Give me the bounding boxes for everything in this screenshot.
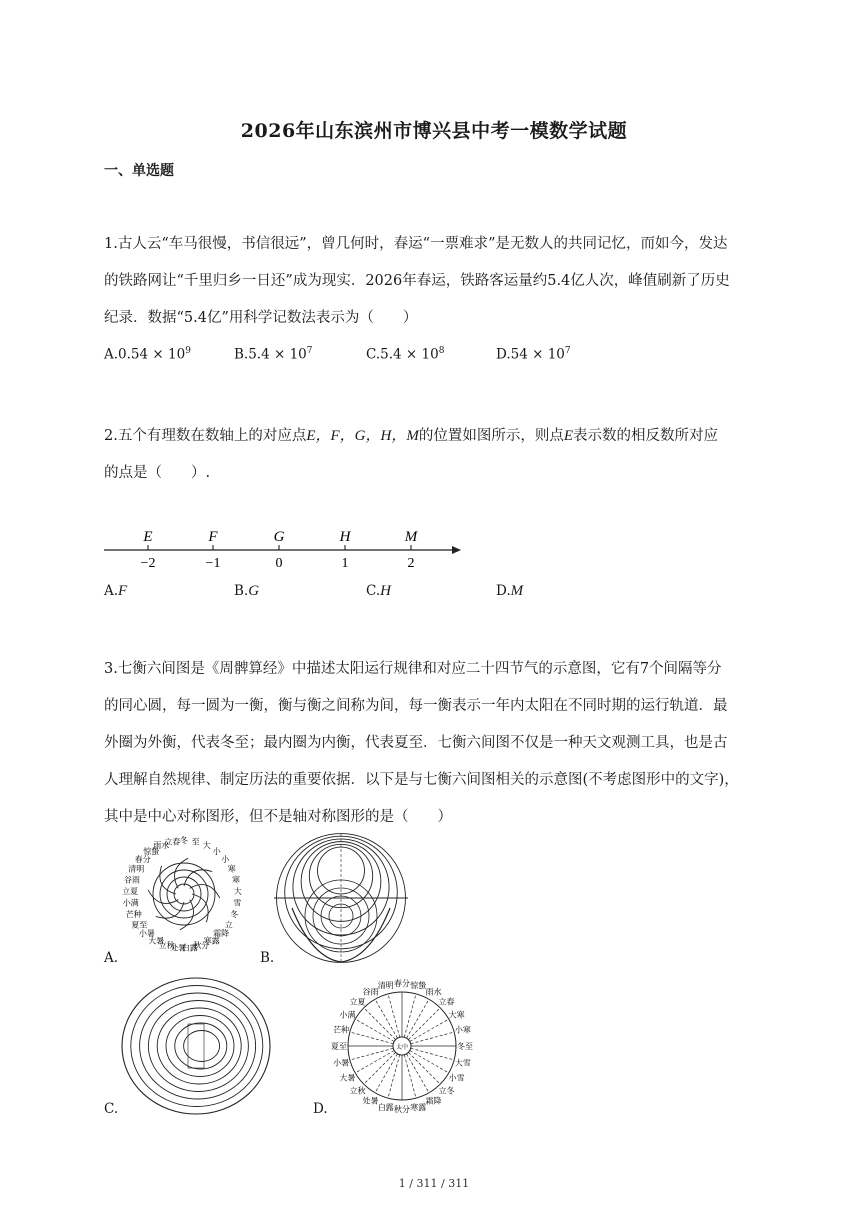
q3-line-4: 人理解自然规律、制定历法的重要依据．以下是与七衡六间图相关的示意图(不考虑图形中的文字)， [104,772,739,788]
axis-point-label: F [208,529,218,545]
wheel-spoke [408,1008,440,1040]
solar-term-label: 清明 [377,981,394,991]
solar-term-label: 立秋 [158,941,175,951]
solar-term-label: 霜降 [425,1096,442,1106]
wheel-spoke [350,1048,394,1060]
axis-point-label: G [273,529,285,545]
option-exponent: 8 [438,346,445,356]
q2-line-1 [104,418,784,455]
solar-term-label: 寒 [227,864,236,874]
figure-b-offset-circles-diagram [272,830,410,966]
number-line-arrow [452,546,461,554]
axis-tick-label: −1 [205,556,221,571]
q3-line-1: 3.七衡六间图是《周髀算经》中描述太阳运行规律和对应二十四节气的示意图，它有7个间隔等分 [104,661,722,677]
question-2-text [104,418,784,492]
solar-term-label: 小满 [122,898,139,908]
q1-line-3: 纪录．数据“5.4亿”用科学记数法表示为（ ） [104,310,418,326]
option-letter: D. [496,583,511,599]
q3-option-d[interactable]: D. [313,1101,328,1117]
figure-d-solar-terms-wheel [330,972,486,1120]
axis-point-label: E [143,529,153,545]
figure-c-concentric-ellipses-diagram [116,975,276,1117]
q1-line-1: 1.古人云“车马很慢，书信很远”，曾几何时，春运“一票难求”是无数人的共同记忆，而如今，发达 [104,236,728,252]
solar-term-label: 芒种 [125,910,142,919]
q1-option-d[interactable] [496,346,571,363]
orbit-ellipse [166,1016,234,1077]
solar-term-label: 春分 [394,979,410,988]
solar-term-label: 霜降 [213,929,230,939]
option-base: 54 × 10 [510,346,565,363]
solar-term-label: 春分 [134,855,151,864]
option-base: 5.4 × 10 [380,346,439,363]
solar-term-label: 小 [221,855,230,864]
wheel-spoke [355,1019,394,1042]
axis-tick-label: 0 [275,556,283,571]
q2-variables: E，F，G，H，M [306,428,419,444]
question-3-text [104,651,784,836]
solar-term-label: 雨水 [153,841,170,850]
solar-term-label: 小满 [339,1010,356,1020]
axis-tick-label: 2 [407,556,415,571]
solar-term-label: 冬 [230,910,239,919]
page-footer: 1 / 311 / 311 [398,1177,470,1190]
figure-a-spiral-diagram [118,830,250,962]
wheel-spoke [404,994,416,1038]
wheel-spoke [404,1055,416,1099]
option-letter: C. [366,583,381,599]
orbit-ellipse [131,986,263,1107]
q3-line-5: 其中是中心对称图形，但不是轴对称图形的是（ ） [104,809,452,825]
q2-option-a[interactable] [104,583,127,600]
q2-variable-e: E [563,428,574,444]
q2-text-b: 的位置如图所示，则点 [418,428,564,444]
option-letter: A. [104,346,119,363]
wheel-spoke [355,1051,394,1074]
solar-term-label: 大寒 [448,1010,465,1020]
option-letter: C. [366,346,381,363]
q2-line-2: 的点是（ ）. [104,465,211,481]
solar-term-label: 处暑 [362,1096,379,1106]
q2-text-a: 2.五个有理数在数轴上的对应点 [104,428,307,444]
q3-line-2: 的同心圆，每一圆为一衡，衡与衡之间称为间，每一衡表示一年内太阳在不同时期的运行轨道．最 [104,698,728,714]
solar-term-label: 夏至 [131,920,148,930]
orbit-ellipse [157,1008,241,1084]
solar-term-label: 至 [191,837,200,847]
axis-tick-label: −2 [140,556,156,571]
spiral-ring [153,863,215,925]
q1-line-2: 的铁路网让“千里归乡一日还”成为现实．2026年春运，铁路客运量约5.4亿人次，峰值刷新了历史 [104,273,730,289]
page-title: 2026年山东滨州市博兴县中考一模数学试题 [240,120,628,142]
option-value: F [118,583,128,599]
solar-term-label: 谷雨 [362,987,379,997]
axis-point-label: H [339,529,351,545]
solar-term-label: 寒 [232,875,240,885]
spiral-ring [167,877,201,911]
solar-term-label: 小暑 [138,929,155,939]
q3-line-3: 外圈为外衡，代表冬至；最内圈为内衡，代表夏至．七衡六间图不仅是一种天文观测工具，也是古 [104,735,728,751]
wheel-spoke [364,1052,396,1084]
solar-term-label: 秋分 [394,1105,410,1114]
option-letter: A. [104,583,119,599]
q2-option-b[interactable] [234,583,259,600]
solar-term-label: 大雪 [454,1058,471,1068]
number-line-figure [100,520,470,575]
wheel-spoke [375,999,398,1038]
q3-option-b[interactable]: B. [260,950,275,966]
option-letter: B. [234,583,249,599]
solar-term-label: 清明 [128,864,145,874]
solar-term-label: 白露 [181,943,198,953]
solar-term-label: 大暑 [339,1073,356,1083]
option-value: H [380,583,391,599]
solar-term-label: 立春 [164,837,181,847]
solar-term-label: 立 [224,920,233,930]
solar-term-label: 寒露 [410,1102,427,1112]
wheel-spoke [407,1054,430,1093]
solar-term-label: 谷雨 [124,875,140,885]
solar-term-label: 处暑 [170,943,187,953]
wheel-spoke [388,1055,400,1099]
solar-term-label: 寒露 [203,936,220,946]
solar-term-label: 立夏 [349,997,366,1007]
wheel-spoke [411,1032,455,1044]
solar-term-label: 雨水 [425,987,442,997]
solar-term-label: 小 [212,847,221,856]
solar-term-label: 冬至 [457,1042,473,1051]
axis-point-label: M [404,529,418,545]
solar-term-label: 大 [233,887,242,897]
wheel-center-label: 太中 [395,1045,409,1051]
wheel-spoke [411,1048,455,1060]
q2-option-c[interactable] [366,583,391,600]
solar-term-label: 惊蛰 [143,847,160,856]
orbit-ellipse [148,1001,248,1092]
wheel-spoke [410,1051,449,1074]
solar-term-label: 夏至 [331,1042,347,1051]
solar-term-label: 小寒 [454,1025,471,1035]
q2-option-d[interactable] [496,583,523,600]
axis-tick-label: 1 [341,556,349,571]
solar-term-label: 小雪 [448,1073,465,1083]
wheel-spoke [388,994,400,1038]
solar-term-label: 立冬 [438,1086,455,1096]
wheel-spoke [375,1054,398,1093]
wheel-spoke [410,1019,449,1042]
wheel-spoke [407,999,430,1038]
solar-term-label: 大暑 [148,936,165,946]
solar-term-label: 冬 [180,836,188,845]
solar-term-label: 芒种 [333,1025,350,1035]
q3-option-c[interactable]: C. [104,1101,119,1117]
solar-term-label: 惊蛰 [410,981,427,991]
solar-term-label: 立春 [438,997,455,1007]
option-letter: D. [496,346,511,363]
orbit-ellipse [122,978,270,1114]
q1-option-a[interactable] [104,346,191,363]
option-base: 5.4 × 10 [248,346,307,363]
section-heading: 一、单选题 [104,163,174,179]
q2-text-c: 表示数的相反数所对应 [573,428,719,444]
q3-option-a[interactable]: A. [104,950,119,966]
option-value: G [248,583,260,599]
solar-term-label: 大 [202,841,211,850]
q1-option-b[interactable] [234,346,313,363]
solar-term-label: 雪 [233,898,242,908]
solar-term-label: 小暑 [333,1058,350,1068]
solar-term-label: 立秋 [349,1086,366,1096]
option-base: 0.54 × 10 [118,346,186,363]
option-exponent: 7 [306,346,313,356]
wheel-spoke [350,1032,394,1044]
option-letter: B. [234,346,249,363]
orbit-ellipse [184,1031,220,1062]
orbit-ellipse [175,1023,227,1069]
solar-term-label: 秋分 [193,941,210,951]
wheel-spoke [364,1008,396,1040]
spiral-ring [174,884,194,904]
wheel-spoke [408,1052,440,1084]
question-1-text [104,226,784,337]
option-value: M [510,583,524,599]
solar-term-label: 白露 [377,1102,394,1112]
option-exponent: 9 [185,346,191,356]
q1-option-c[interactable] [366,346,444,363]
option-exponent: 7 [564,346,571,356]
solar-term-label: 立夏 [122,887,139,897]
